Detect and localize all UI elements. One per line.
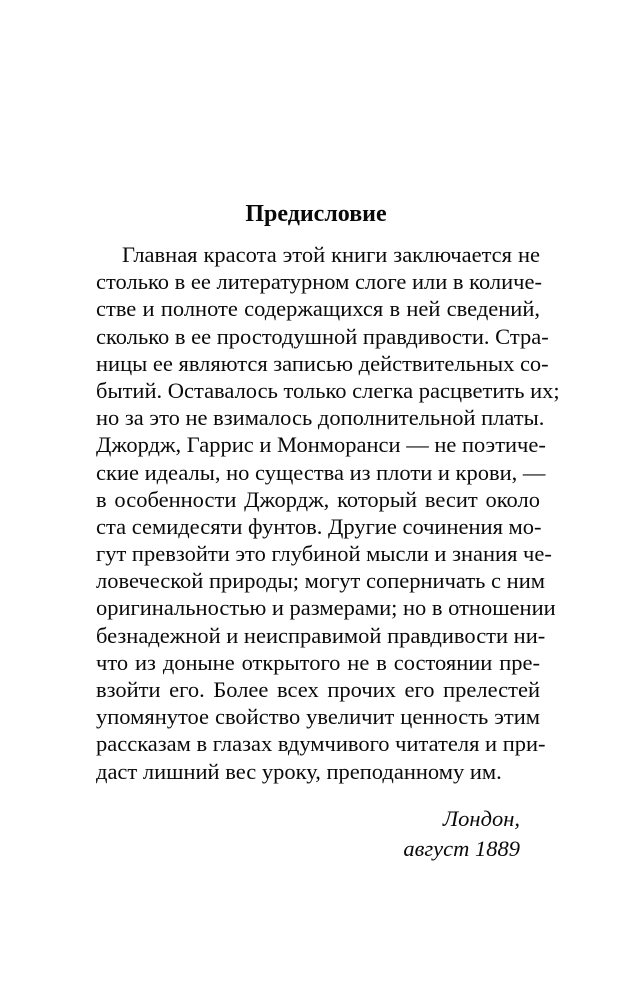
- signature-date: август 1889: [403, 836, 520, 861]
- text-line: столько в ее литературном слоге или в количе-: [96, 269, 542, 295]
- text-line: рассказам в глазах вдумчивого читателя и при-: [96, 731, 546, 757]
- signature-place: Лондон,: [442, 806, 520, 831]
- text-line: упомянутое свойство увеличит ценность этим: [96, 704, 540, 730]
- text-line: ста семидесяти фунтов. Другие сочинения мо-: [96, 513, 542, 539]
- preface-body: [96, 241, 560, 785]
- text-line: ловеческой природы; могут соперничать с ним: [96, 568, 545, 594]
- text-line: даст лишний вес уроку, преподанному им.: [96, 758, 502, 784]
- text-line: ницы ее являются записью действительных со-: [96, 350, 549, 376]
- text-line: ские идеалы, но существа из плоти и крови, —: [96, 459, 546, 485]
- text-line: взойти его. Более всех прочих его прелестей: [96, 677, 540, 702]
- preface-title: Предисловие: [245, 201, 387, 227]
- text-line: сколько в ее простодушной правдивости. Стра-: [96, 323, 549, 349]
- text-line: что из доныне открытого не в состоянии пре-: [96, 649, 540, 675]
- text-line: бытий. Оставалось только слегка расцветить их;: [96, 377, 560, 403]
- signature: [403, 804, 520, 864]
- text-line: Главная красота этой книги заключается не: [122, 242, 540, 267]
- text-line: оригинальностью и размерами; но в отношении: [96, 595, 556, 621]
- text-line: но за это не взималось дополнительной платы.: [96, 405, 545, 431]
- text-line: стве и полноте содержащихся в ней сведений,: [96, 296, 540, 322]
- text-line: гут превзойти это глубиной мысли и знания че-: [96, 541, 552, 567]
- text-line: Джордж, Гаррис и Монморанси — не поэтиче-: [96, 432, 546, 458]
- text-line: безнадежной и неисправимой правдивости ни-: [96, 622, 546, 648]
- text-line: в особенности Джордж, который весит около: [96, 486, 540, 512]
